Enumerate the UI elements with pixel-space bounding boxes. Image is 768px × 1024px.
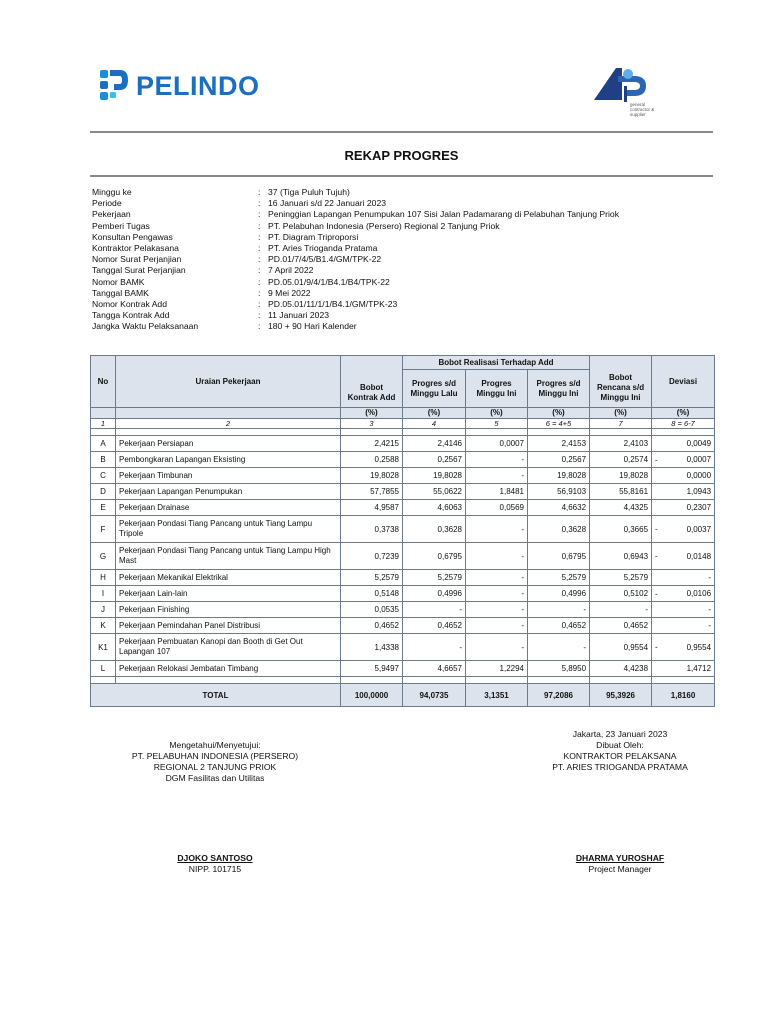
project-info (92, 187, 619, 333)
header-pct: (%) (590, 408, 652, 419)
signature-left-name-block (100, 853, 330, 875)
row-deviasi: 0,9554 (686, 642, 712, 652)
header-bobot-rencana: Bobot Rencana s/d Minggu Ini (590, 356, 652, 408)
row-ini: - (466, 570, 528, 586)
info-key: Pekerjaan (92, 209, 131, 220)
row-lalu: 2,4146 (403, 436, 466, 452)
col-num: 7 (590, 419, 652, 429)
info-colon: : (258, 231, 261, 242)
table-row (91, 586, 715, 602)
info-row (92, 232, 619, 243)
row-uraian: Pekerjaan Mekanikal Elektrikal (116, 570, 341, 586)
row-deviasi: 1,0943 (686, 487, 712, 496)
info-key: Jangka Waktu Pelaksanaan (92, 321, 199, 332)
header-progres-sd-ini: Progres s/d Minggu Ini (528, 370, 590, 408)
row-rencana: - (590, 602, 652, 618)
row-deviasi-cell (652, 468, 715, 484)
info-key: Tanggal Surat Perjanjian (92, 265, 186, 276)
info-value: 16 Januari s/d 22 Januari 2023 (268, 198, 387, 209)
row-no: B (91, 452, 116, 468)
row-deviasi-cell (652, 436, 715, 452)
total-sd-ini: 97,2086 (528, 684, 590, 707)
info-row (92, 221, 619, 232)
row-deviasi-cell (652, 570, 715, 586)
progress-table (90, 355, 715, 707)
row-sd-ini: 19,8028 (528, 468, 590, 484)
row-deviasi-cell (652, 516, 715, 543)
table-row (91, 468, 715, 484)
row-deviasi: 0,0007 (686, 455, 712, 464)
table-row (91, 500, 715, 516)
row-sd-ini: 0,3628 (528, 516, 590, 543)
info-row (92, 209, 619, 220)
row-lalu: 4,6063 (403, 500, 466, 516)
row-lalu: 0,4996 (403, 586, 466, 602)
row-deviasi-cell (652, 543, 715, 570)
total-rencana: 95,3926 (590, 684, 652, 707)
row-deviasi-sign: - (655, 551, 658, 561)
info-row (92, 310, 619, 321)
row-rencana: 55,8161 (590, 484, 652, 500)
sig-right-line2: KONTRAKTOR PELAKSANA (563, 751, 677, 761)
row-deviasi: 0,0049 (686, 439, 712, 448)
row-ini: - (466, 452, 528, 468)
row-no: I (91, 586, 116, 602)
sig-right-name: DHARMA YUROSHAF (575, 853, 665, 863)
sig-left-line4: DGM Fasilitas dan Utilitas (165, 773, 265, 783)
row-no: F (91, 516, 116, 543)
info-colon: : (258, 187, 261, 197)
row-lalu: 55,0622 (403, 484, 466, 500)
row-deviasi-sign: - (655, 589, 658, 598)
row-uraian: Pekerjaan Persiapan (116, 436, 341, 452)
row-kontrak: 4,9587 (341, 500, 403, 516)
row-lalu: - (403, 602, 466, 618)
row-kontrak: 19,8028 (341, 468, 403, 484)
row-sd-ini: 5,2579 (528, 570, 590, 586)
row-kontrak: 0,3738 (341, 516, 403, 543)
row-rencana: 0,3665 (590, 516, 652, 543)
sig-left-line1: Mengetahui/Menyetujui: (169, 740, 261, 750)
row-kontrak: 0,4652 (341, 618, 403, 634)
row-rencana: 0,2574 (590, 452, 652, 468)
sig-left-line2: PT. PELABUHAN INDONESIA (PERSERO) (131, 751, 299, 761)
row-no: J (91, 602, 116, 618)
info-colon: : (258, 220, 261, 231)
row-deviasi: - (708, 573, 712, 582)
row-deviasi-cell (652, 602, 715, 618)
row-deviasi-sign: - (655, 642, 658, 652)
contractor-tagline: general contractor & supplier (630, 102, 655, 117)
pelindo-wordmark: PELINDO (136, 70, 260, 101)
info-value: PT. Pelabuhan Indonesia (Persero) Regional 2 Tanjung Priok (268, 220, 500, 231)
header-pct-blank-2 (116, 408, 341, 419)
sig-left-line3: REGIONAL 2 TANJUNG PRIOK (153, 762, 277, 772)
row-ini: - (466, 602, 528, 618)
table-row (91, 543, 715, 570)
row-deviasi-cell (652, 500, 715, 516)
col-num: 1 (91, 419, 116, 429)
row-kontrak: 0,5148 (341, 586, 403, 602)
row-no: G (91, 543, 116, 570)
row-kontrak: 5,9497 (341, 661, 403, 677)
info-row (92, 187, 619, 198)
row-ini: - (466, 543, 528, 570)
table-row (91, 452, 715, 468)
row-rencana: 0,9554 (590, 634, 652, 661)
row-deviasi: 0,0000 (686, 471, 712, 480)
row-deviasi-sign: - (655, 524, 658, 534)
signature-right-name-block (505, 853, 735, 875)
row-ini: 1,2294 (466, 661, 528, 677)
row-sd-ini: 0,2567 (528, 452, 590, 468)
info-colon: : (258, 276, 261, 287)
row-kontrak: 2,4215 (341, 436, 403, 452)
header-bobot-kontrak: Bobot Kontrak Add (341, 356, 403, 408)
info-row (92, 254, 619, 265)
row-rencana: 19,8028 (590, 468, 652, 484)
sig-left-id: NIPP. 101715 (188, 864, 242, 874)
sig-right-role: Project Manager (588, 864, 652, 874)
info-key: Minggu ke (92, 187, 132, 197)
table-row (91, 618, 715, 634)
row-sd-ini: 0,6795 (528, 543, 590, 570)
row-kontrak: 0,0535 (341, 602, 403, 618)
info-key: Kontraktor Pelakasana (92, 243, 179, 254)
row-uraian: Pekerjaan Pondasi Tiang Pancang untuk Tiang Lampu Tripole (116, 516, 341, 543)
row-lalu: 19,8028 (403, 468, 466, 484)
row-ini: - (466, 634, 528, 661)
info-colon: : (258, 265, 261, 276)
info-key: Nomor BAMK (92, 276, 145, 287)
table-row (91, 602, 715, 618)
row-deviasi: 1,4712 (686, 664, 712, 673)
info-row (92, 321, 619, 332)
row-deviasi-cell (652, 452, 715, 468)
row-no: K1 (91, 634, 116, 661)
header-pct: (%) (652, 408, 715, 419)
row-sd-ini: 5,8950 (528, 661, 590, 677)
row-no: H (91, 570, 116, 586)
col-num: 8 = 6-7 (652, 419, 715, 429)
row-ini: 1,8481 (466, 484, 528, 500)
row-uraian: Pekerjaan Lapangan Penumpukan (116, 484, 341, 500)
row-kontrak: 0,7239 (341, 543, 403, 570)
column-number-row (91, 419, 715, 429)
row-kontrak: 1,4338 (341, 634, 403, 661)
total-kontrak: 100,0000 (341, 684, 403, 707)
signature-left (100, 740, 330, 784)
sig-right-line3: PT. ARIES TRIOGANDA PRATAMA (552, 762, 688, 772)
pelindo-logo (96, 68, 260, 104)
row-deviasi-cell (652, 484, 715, 500)
row-rencana: 4,4238 (590, 661, 652, 677)
info-row (92, 243, 619, 254)
row-sd-ini: 56,9103 (528, 484, 590, 500)
table-row (91, 570, 715, 586)
row-deviasi-cell (652, 661, 715, 677)
row-lalu: 0,3628 (403, 516, 466, 543)
header-pct: (%) (528, 408, 590, 419)
info-row (92, 265, 619, 276)
row-ini: - (466, 468, 528, 484)
info-value: 11 Januari 2023 (268, 310, 329, 321)
header-progres-lalu: Progres s/d Minggu Lalu (403, 370, 466, 408)
row-uraian: Pekerjaan Pondasi Tiang Pancang untuk Tiang Lampu High Mast (116, 543, 341, 570)
row-ini: - (466, 586, 528, 602)
row-no: K (91, 618, 116, 634)
info-colon: : (258, 287, 261, 298)
contractor-logo (588, 62, 668, 116)
row-deviasi: 0,0037 (686, 524, 712, 534)
info-colon: : (258, 243, 261, 254)
row-no: E (91, 500, 116, 516)
row-deviasi-cell (652, 618, 715, 634)
row-deviasi-cell (652, 586, 715, 602)
row-rencana: 4,4325 (590, 500, 652, 516)
row-lalu: 0,2567 (403, 452, 466, 468)
row-uraian: Pekerjaan Relokasi Jembatan Timbang (116, 661, 341, 677)
info-colon: : (258, 254, 261, 265)
table-row (91, 436, 715, 452)
total-lalu: 94,0735 (403, 684, 466, 707)
spacer-row (91, 429, 715, 436)
header-no: No (91, 356, 116, 408)
info-key: Tangga Kontrak Add (92, 310, 170, 321)
col-num: 5 (466, 419, 528, 429)
row-lalu: 5,2579 (403, 570, 466, 586)
info-colon: : (258, 299, 261, 310)
info-colon: : (258, 198, 261, 209)
info-key: Tanggal BAMK (92, 287, 149, 298)
header-deviasi: Deviasi (652, 356, 715, 408)
row-no: A (91, 436, 116, 452)
row-uraian: Pekerjaan Finishing (116, 602, 341, 618)
row-deviasi: 0,0106 (686, 589, 712, 598)
total-label: TOTAL (91, 684, 341, 707)
row-lalu: - (403, 634, 466, 661)
row-deviasi: - (708, 621, 712, 630)
row-sd-ini: - (528, 602, 590, 618)
row-kontrak: 0,2588 (341, 452, 403, 468)
top-divider (90, 131, 713, 133)
row-rencana: 2,4103 (590, 436, 652, 452)
row-kontrak: 5,2579 (341, 570, 403, 586)
header-pct: (%) (341, 408, 403, 419)
info-value: PD.05.01/11/1/1/B4.1/GM/TPK-23 (268, 299, 398, 310)
row-uraian: Pekerjaan Pemindahan Panel Distribusi (116, 618, 341, 634)
row-sd-ini: - (528, 634, 590, 661)
info-key: Konsultan Pengawas (92, 231, 173, 242)
header-uraian: Uraian Pekerjaan (116, 356, 341, 408)
row-ini: 0,0007 (466, 436, 528, 452)
col-num: 6 = 4+5 (528, 419, 590, 429)
info-key: Nomor Surat Perjanjian (92, 254, 182, 265)
row-ini: - (466, 516, 528, 543)
row-deviasi: - (708, 605, 712, 614)
header-group-realisasi: Bobot Realisasi Terhadap Add (403, 356, 590, 370)
info-colon: : (258, 321, 261, 332)
row-rencana: 0,5102 (590, 586, 652, 602)
info-key: Pemberi Tugas (92, 220, 150, 231)
header-progres-ini: Progres Minggu Ini (466, 370, 528, 408)
info-row (92, 277, 619, 288)
row-no: D (91, 484, 116, 500)
info-row (92, 198, 619, 209)
col-num: 3 (341, 419, 403, 429)
row-deviasi-cell (652, 634, 715, 661)
row-lalu: 0,6795 (403, 543, 466, 570)
row-ini: 0,0569 (466, 500, 528, 516)
row-sd-ini: 0,4652 (528, 618, 590, 634)
row-kontrak: 57,7855 (341, 484, 403, 500)
info-value: 180 + 90 Hari Kalender (268, 321, 357, 332)
info-value: 7 April 2022 (268, 265, 314, 276)
row-rencana: 5,2579 (590, 570, 652, 586)
sig-right-line1: Dibuat Oleh: (596, 740, 644, 750)
signature-right (505, 729, 735, 773)
header-pct: (%) (403, 408, 466, 419)
row-deviasi: 0,2307 (686, 503, 712, 512)
row-sd-ini: 0,4996 (528, 586, 590, 602)
row-uraian: Pekerjaan Lain-lain (116, 586, 341, 602)
row-lalu: 4,6657 (403, 661, 466, 677)
header-pct-blank-1 (91, 408, 116, 419)
row-deviasi-sign: - (655, 455, 658, 464)
info-value: 9 Mei 2022 (268, 287, 311, 298)
info-colon: : (258, 310, 261, 321)
total-row (91, 684, 715, 707)
table-row (91, 661, 715, 677)
info-value: PD.05.01/9/4/1/B4.1/B4/TPK-22 (268, 276, 390, 287)
info-value: PT. Aries Trioganda Pratama (268, 243, 378, 254)
total-deviasi: 1,8160 (652, 684, 715, 707)
info-value: PT. Diagram Triproporsi (268, 231, 359, 242)
row-rencana: 0,6943 (590, 543, 652, 570)
info-row (92, 299, 619, 310)
info-key: Nomor Kontrak Add (92, 299, 167, 310)
info-row (92, 288, 619, 299)
info-colon: : (258, 209, 261, 220)
sig-right-date: Jakarta, 23 Januari 2023 (572, 729, 668, 739)
row-uraian: Pekerjaan Pembuatan Kanopi dan Booth di Get Out Lapangan 107 (116, 634, 341, 661)
info-value: PD.01/7/4/5/B1.4/GM/TPK-22 (268, 254, 382, 265)
pelindo-mark-icon (96, 68, 130, 104)
row-ini: - (466, 618, 528, 634)
row-uraian: Pembongkaran Lapangan Eksisting (116, 452, 341, 468)
total-ini: 3,1351 (466, 684, 528, 707)
row-rencana: 0,4652 (590, 618, 652, 634)
table-row (91, 634, 715, 661)
spacer-row (91, 677, 715, 684)
row-lalu: 0,4652 (403, 618, 466, 634)
info-key: Periode (92, 198, 122, 209)
header-pct: (%) (466, 408, 528, 419)
row-no: C (91, 468, 116, 484)
info-value: Peninggian Lapangan Penumpukan 107 Sisi Jalan Padamarang di Pelabuhan Tanjung Priok (268, 209, 620, 220)
sig-left-name: DJOKO SANTOSO (177, 853, 253, 863)
title-divider (90, 175, 713, 177)
row-deviasi: 0,0148 (686, 551, 712, 561)
info-value: 37 (Tiga Puluh Tujuh) (268, 187, 350, 197)
table-row (91, 484, 715, 500)
table-row (91, 516, 715, 543)
row-sd-ini: 4,6632 (528, 500, 590, 516)
row-uraian: Pekerjaan Timbunan (116, 468, 341, 484)
row-sd-ini: 2,4153 (528, 436, 590, 452)
col-num: 4 (403, 419, 466, 429)
col-num: 2 (116, 419, 341, 429)
page-title: REKAP PROGRES (344, 148, 459, 163)
row-uraian: Pekerjaan Drainase (116, 500, 341, 516)
row-no: L (91, 661, 116, 677)
